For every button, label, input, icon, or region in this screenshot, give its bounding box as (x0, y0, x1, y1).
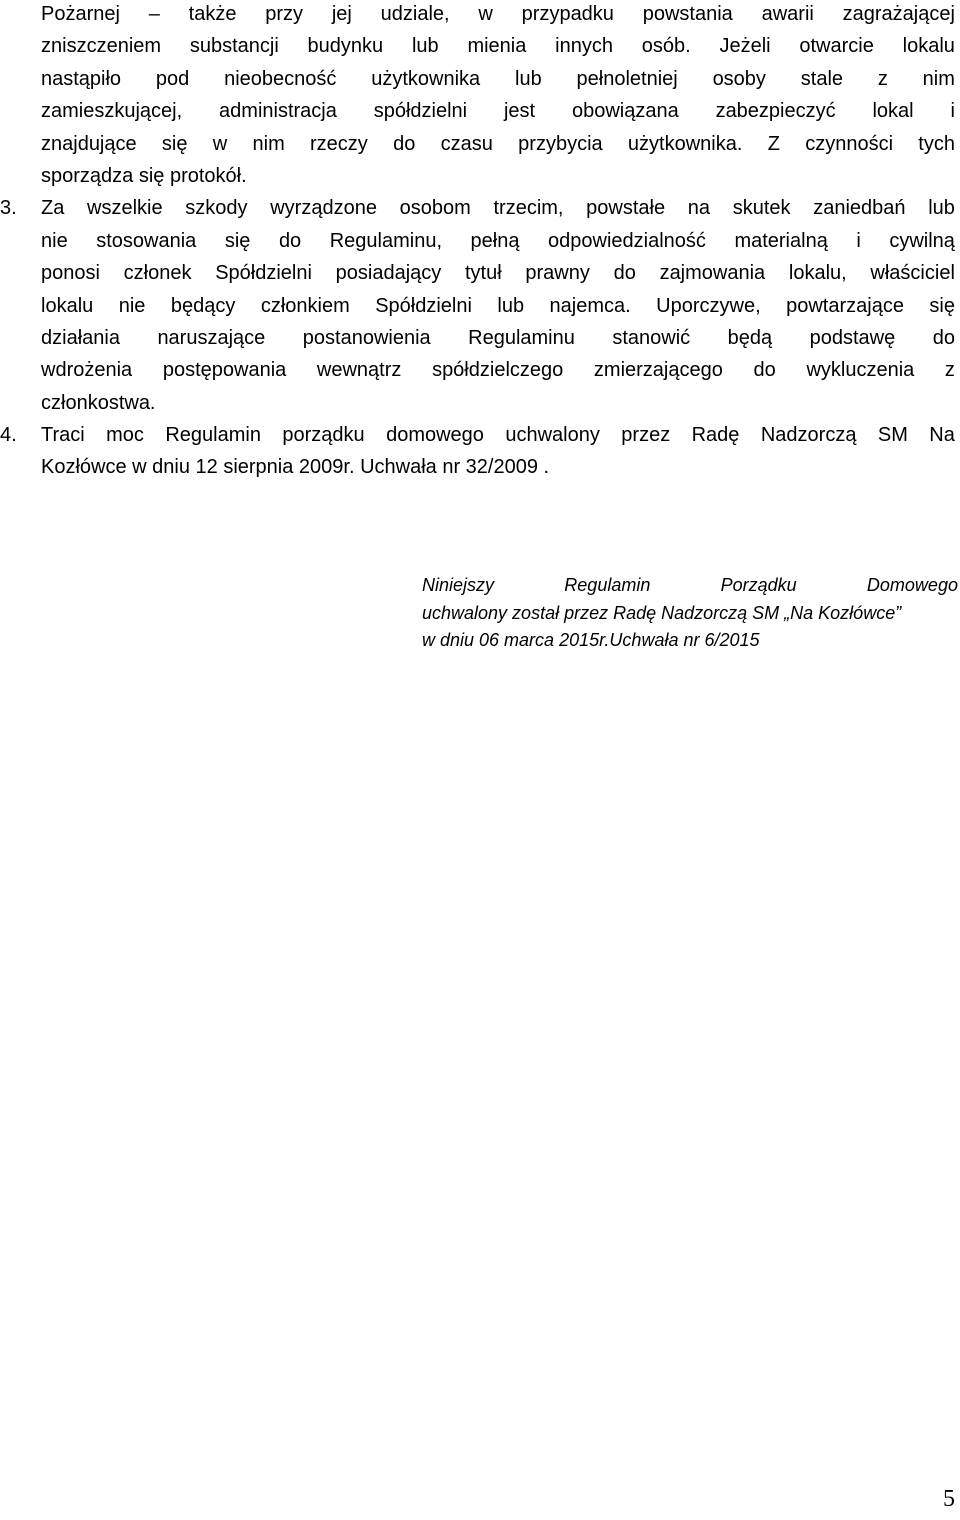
word: nim (922, 67, 955, 90)
word: i (950, 100, 955, 123)
word: jej (331, 3, 352, 25)
paragraph-continuation (41, 0, 955, 192)
list-item-line (41, 322, 955, 354)
word: Niniejszy (422, 575, 495, 595)
word: przybycia (518, 132, 603, 155)
paragraph-line (41, 0, 955, 30)
word: lokalu, (788, 262, 847, 285)
word: zmierzającego (593, 359, 723, 382)
word: lub (411, 35, 439, 58)
list-item-line (41, 225, 955, 257)
word: udziale, (380, 3, 450, 25)
word: stale (800, 67, 844, 90)
document-body (0, 0, 955, 484)
list-item-line (41, 419, 955, 451)
word: właściciel (870, 262, 955, 285)
word: działania (41, 326, 120, 349)
word: do (393, 132, 416, 155)
word: osób. (641, 35, 691, 58)
word: ponosi (41, 262, 100, 285)
word: pełną (470, 229, 520, 252)
word: podstawę (809, 326, 896, 349)
word: cywilną (889, 229, 955, 252)
paragraph-line: sporządza się protokół. (41, 164, 247, 187)
word: otwarcie (799, 35, 874, 58)
word: Radę (691, 424, 740, 447)
word: spółdzielni (373, 100, 468, 123)
list-item-line (41, 354, 955, 386)
list-item-line: Kozłówce w dniu 12 sierpnia 2009r. Uchwała nr 32/2009 . (41, 456, 550, 479)
word: i (856, 229, 861, 252)
word: jest (503, 100, 536, 123)
word: nastąpiło (41, 67, 122, 90)
word: stanowić (612, 326, 691, 349)
list-item-4 (0, 419, 955, 484)
word: zajmowania (659, 262, 766, 285)
word: zaniedbań (813, 197, 906, 220)
word: spółdzielczego (432, 359, 564, 382)
word: lub (515, 67, 542, 90)
word: Spółdzielni (215, 262, 312, 285)
word: uchwalony (505, 424, 600, 447)
note-line (422, 572, 958, 600)
word: zabezpieczyć (715, 100, 836, 123)
word: najemca. (549, 294, 631, 317)
list-item-3 (0, 192, 955, 419)
word: czynności (805, 132, 894, 155)
word: lokalu (41, 294, 94, 317)
word: do (613, 262, 636, 285)
paragraph-line (41, 63, 955, 95)
adoption-note (422, 572, 958, 655)
word: zagrażającej (842, 3, 955, 25)
word: w (212, 132, 228, 155)
word: do (278, 229, 302, 252)
word: Spółdzielni (375, 294, 472, 317)
word: Regulaminu, (329, 229, 443, 252)
word: wewnątrz (316, 359, 402, 382)
word: Regulaminu (468, 326, 575, 349)
word: przypadku (521, 3, 614, 25)
word: znajdujące (41, 132, 137, 155)
word: Uporczywe, (656, 294, 761, 317)
word: pod (155, 67, 190, 90)
word: materialną (734, 229, 828, 252)
word: posiadający (335, 262, 442, 285)
word: czasu (440, 132, 493, 155)
word: rzeczy (310, 132, 368, 155)
word: substancji (189, 35, 279, 58)
word: będą (727, 326, 773, 349)
word: szkody (185, 197, 248, 220)
word: domowego (386, 424, 484, 447)
word: do (753, 359, 776, 382)
word: powtarzające (786, 294, 904, 317)
note-line: uchwalony został przez Radę Nadzorczą SM „Na Kozłówce” (422, 602, 902, 623)
word: Domowego (866, 575, 958, 595)
word: wyrządzone (270, 197, 377, 220)
word: Na (929, 424, 955, 447)
word: SM (877, 424, 908, 447)
list-item-line: członkostwa. (41, 391, 156, 414)
word: zamieszkującej, (41, 100, 183, 123)
word: członek (123, 262, 192, 285)
word: postępowania (162, 359, 287, 382)
word: zniszczeniem (41, 35, 162, 58)
word: będący (170, 294, 236, 317)
list-item-line (41, 192, 955, 224)
word: także (188, 3, 237, 25)
word: się (929, 294, 955, 317)
word: się (161, 132, 188, 155)
word: naruszające (157, 326, 266, 349)
word: przez (621, 424, 671, 447)
word: wszelkie (87, 197, 163, 220)
word: moc (106, 424, 144, 447)
word: Jeżeli (719, 35, 771, 58)
word: Pożarnej (41, 3, 120, 25)
word: tych (918, 132, 955, 155)
word: porządku (282, 424, 365, 447)
list-item-number: 3. (0, 197, 17, 220)
word: do (932, 326, 955, 349)
word: użytkownika. (627, 132, 743, 155)
paragraph-line (41, 128, 955, 160)
word: – (148, 3, 160, 25)
word: w (478, 3, 493, 25)
word: postanowienia (302, 326, 431, 349)
word: Traci (41, 424, 85, 447)
word: lub (928, 197, 955, 220)
word: innych (555, 35, 613, 58)
word: się (224, 229, 251, 252)
word: członkiem (260, 294, 350, 317)
word: trzecim, (493, 197, 564, 220)
word: Nadzorczą (760, 424, 857, 447)
word: powstania (642, 3, 733, 25)
paragraph-line (41, 95, 955, 127)
word: prawny (525, 262, 590, 285)
word: nie (118, 294, 146, 317)
word: Za (41, 197, 65, 220)
word: stosowania (96, 229, 197, 252)
word: nim (252, 132, 285, 155)
word: lub (497, 294, 525, 317)
word: skutek (732, 197, 791, 220)
list-item-line (41, 257, 955, 289)
word: wdrożenia (41, 359, 133, 382)
word: obowiązana (571, 100, 679, 123)
word: z (944, 359, 955, 382)
word: awarii (761, 3, 814, 25)
list-item-number: 4. (0, 424, 17, 447)
word: Regulamin (165, 424, 261, 447)
word: osobom (399, 197, 471, 220)
word: z (877, 67, 888, 90)
note-line: w dniu 06 marca 2015r.Uchwała nr 6/2015 (422, 630, 760, 650)
word: przy (265, 3, 304, 25)
word: osoby (712, 67, 766, 90)
word: tytuł (464, 262, 502, 285)
list-item-line (41, 290, 955, 322)
word: lokalu (902, 35, 955, 58)
word: mienia (467, 35, 527, 58)
word: użytkownika (371, 67, 481, 90)
word: nieobecność (224, 67, 337, 90)
word: na (687, 197, 711, 220)
word: Regulamin (564, 575, 651, 595)
word: Z (767, 132, 780, 155)
word: Porządku (720, 575, 797, 595)
word: odpowiedzialność (548, 229, 706, 252)
word: powstałe (586, 197, 666, 220)
word: nie (41, 229, 68, 252)
word: administracja (219, 100, 337, 123)
page-number: 5 (943, 1486, 955, 1512)
word: wykluczenia (806, 359, 915, 382)
word: lokal (872, 100, 914, 123)
word: budynku (307, 35, 384, 58)
word: pełnoletniej (576, 67, 678, 90)
paragraph-line (41, 30, 955, 62)
